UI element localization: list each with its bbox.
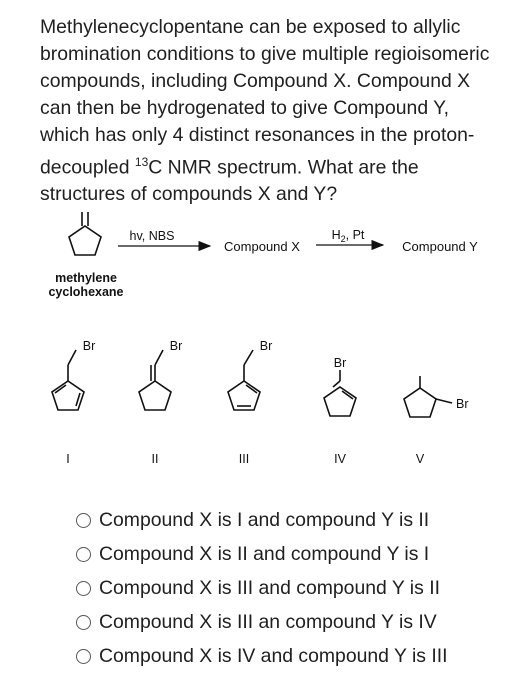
reagent-nbs-label: hv, NBS bbox=[129, 229, 175, 243]
answer-option-3[interactable] bbox=[76, 571, 448, 605]
bromine-label-ii: Br bbox=[169, 339, 183, 353]
answer-option-1[interactable] bbox=[76, 503, 448, 537]
start-label-line-2: cyclohexane bbox=[48, 285, 124, 299]
structure-v bbox=[404, 376, 469, 466]
question-part-1: Methylenecyclopentane can be exposed to allylic bromination conditions to give multiple regioisomeric compounds, including Compound X. Compound X can then be hydrogenated to give Compound Y, which has only 4 distinct resonances in the proton-decoupled bbox=[40, 16, 490, 179]
compound-x-label: Compound X bbox=[224, 239, 300, 254]
bromine-label-v: Br bbox=[456, 397, 469, 411]
answer-option-5[interactable] bbox=[76, 639, 448, 673]
structure-ii bbox=[139, 339, 182, 466]
radio-button[interactable] bbox=[76, 513, 91, 528]
question-part-2: C NMR spectrum. What are the structures of compounds X and Y? bbox=[40, 156, 419, 206]
structure-label-iii: III bbox=[238, 452, 250, 466]
compound-y-label: Compound Y bbox=[402, 239, 478, 254]
start-label-line-1: methylene bbox=[55, 271, 117, 285]
bromine-label-i: Br bbox=[82, 339, 96, 353]
reagent-h2-pt-label: $H_2$, Pt bbox=[331, 228, 365, 244]
answer-option-label: Compound X is III an compound Y is IV bbox=[99, 610, 437, 633]
answer-option-2[interactable] bbox=[76, 537, 448, 571]
structure-i bbox=[52, 339, 95, 466]
answer-choices bbox=[76, 503, 448, 673]
answer-option-label: Compound X is IV and compound Y is III bbox=[99, 644, 448, 667]
radio-button[interactable] bbox=[76, 615, 91, 630]
answer-option-label: Compound X is III and compound Y is II bbox=[99, 576, 440, 599]
structure-iv bbox=[324, 356, 356, 466]
answer-option-label: Compound X is I and compound Y is II bbox=[99, 508, 430, 531]
structure-label-iv: IV bbox=[334, 452, 346, 466]
answer-option-label: Compound X is II and compound Y is I bbox=[99, 542, 430, 565]
structure-label-ii: II bbox=[151, 452, 159, 466]
bromine-label-iv: Br bbox=[333, 356, 347, 370]
radio-button[interactable] bbox=[76, 649, 91, 664]
reaction-scheme bbox=[0, 200, 525, 480]
structure-label-v: V bbox=[415, 452, 425, 466]
methylenecyclopentane-structure bbox=[69, 212, 101, 255]
bromine-label-iii: Br bbox=[259, 339, 273, 353]
answer-option-4[interactable] bbox=[76, 605, 448, 639]
radio-button[interactable] bbox=[76, 581, 91, 596]
structure-label-i: I bbox=[66, 452, 70, 466]
question-text bbox=[40, 14, 500, 208]
isotope-superscript: 13 bbox=[134, 155, 149, 169]
structure-iii bbox=[228, 339, 272, 466]
radio-button[interactable] bbox=[76, 547, 91, 562]
